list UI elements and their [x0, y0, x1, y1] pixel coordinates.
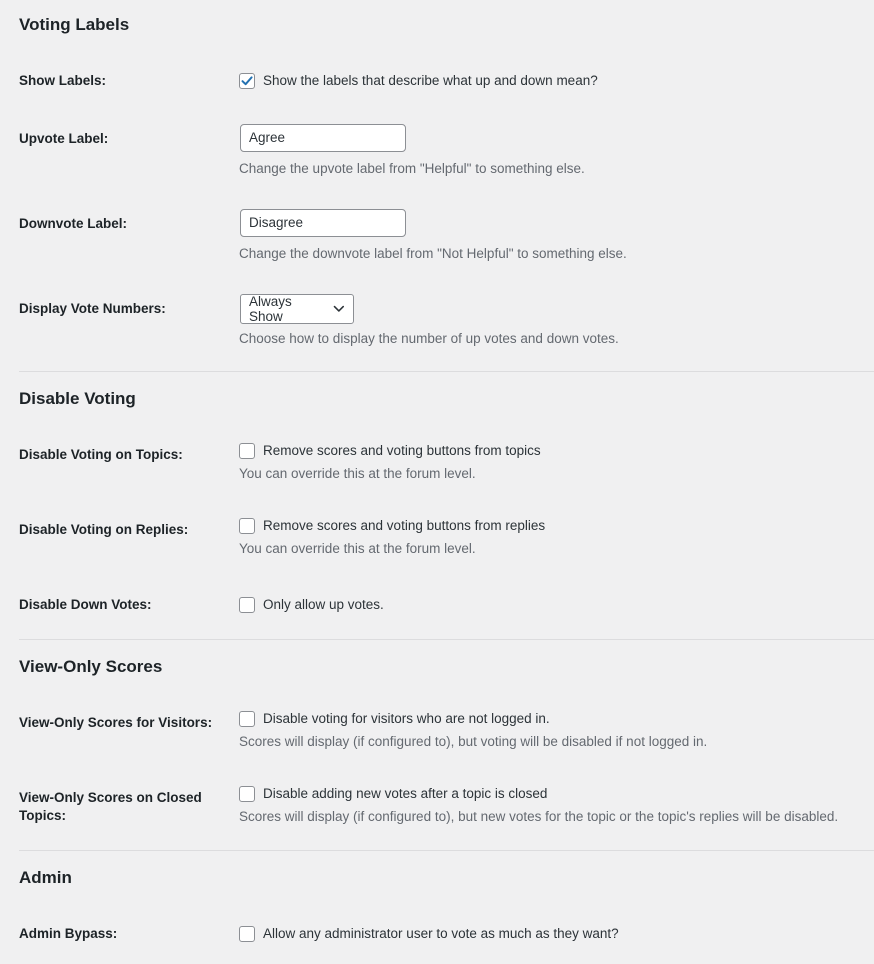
view-only-closed-topics-description: Scores will display (if configured to), but new votes for the topic or the topic's replies will be disabled.	[239, 809, 839, 824]
show-labels-checkbox-text: Show the labels that describe what up and down mean?	[263, 73, 598, 88]
view-only-closed-topics-label: View-Only Scores on Closed Topics:	[19, 790, 202, 823]
show-labels-checkbox[interactable]	[239, 73, 255, 89]
disable-down-votes-checkbox-text: Only allow up votes.	[263, 597, 384, 612]
disable-voting-replies-description: You can override this at the forum level.	[239, 541, 476, 556]
display-vote-numbers-selected: Always Show	[249, 294, 292, 324]
admin-bypass-checkbox[interactable]	[239, 926, 255, 942]
disable-voting-topics-label: Disable Voting on Topics:	[19, 447, 183, 462]
disable-down-votes-label: Disable Down Votes:	[19, 597, 152, 612]
disable-voting-replies-checkbox[interactable]	[239, 518, 255, 534]
disable-voting-topics-checkbox[interactable]	[239, 443, 255, 459]
view-only-closed-topics-checkbox[interactable]	[239, 786, 255, 802]
chevron-down-icon	[333, 305, 345, 313]
downvote-label-description: Change the downvote label from "Not Helpful" to something else.	[239, 246, 627, 261]
view-only-visitors-description: Scores will display (if configured to), but voting will be disabled if not logged in.	[239, 734, 708, 749]
section-title-voting-labels: Voting Labels	[19, 15, 130, 34]
upvote-label-label: Upvote Label:	[19, 131, 109, 146]
disable-voting-replies-checkbox-text: Remove scores and voting buttons from replies	[263, 518, 546, 533]
upvote-label-input[interactable]: Agree	[240, 124, 406, 152]
view-only-visitors-label: View-Only Scores for Visitors:	[19, 715, 213, 730]
section-title-disable-voting: Disable Voting	[19, 389, 136, 408]
view-only-visitors-checkbox[interactable]	[239, 711, 255, 727]
section-divider	[19, 371, 874, 372]
display-vote-numbers-select[interactable]	[240, 294, 354, 324]
section-divider	[19, 850, 874, 851]
section-divider	[19, 639, 874, 640]
section-title-admin: Admin	[19, 868, 72, 887]
disable-voting-topics-checkbox-text: Remove scores and voting buttons from topics	[263, 443, 541, 458]
downvote-label-input[interactable]: Disagree	[240, 209, 406, 237]
downvote-label-label: Downvote Label:	[19, 216, 128, 231]
section-title-view-only-scores: View-Only Scores	[19, 657, 163, 676]
disable-down-votes-checkbox[interactable]	[239, 597, 255, 613]
display-vote-numbers-label: Display Vote Numbers:	[19, 301, 166, 316]
view-only-closed-topics-checkbox-text: Disable adding new votes after a topic is closed	[263, 786, 548, 801]
admin-bypass-label: Admin Bypass:	[19, 926, 118, 941]
view-only-visitors-checkbox-text: Disable voting for visitors who are not logged in.	[263, 711, 550, 726]
admin-bypass-checkbox-text: Allow any administrator user to vote as much as they want?	[263, 926, 619, 941]
upvote-label-description: Change the upvote label from "Helpful" to something else.	[239, 161, 585, 176]
display-vote-numbers-description: Choose how to display the number of up votes and down votes.	[239, 331, 619, 346]
disable-voting-replies-label: Disable Voting on Replies:	[19, 522, 189, 537]
checkmark-icon	[240, 74, 254, 88]
show-labels-label: Show Labels:	[19, 73, 107, 88]
disable-voting-topics-description: You can override this at the forum level.	[239, 466, 476, 481]
